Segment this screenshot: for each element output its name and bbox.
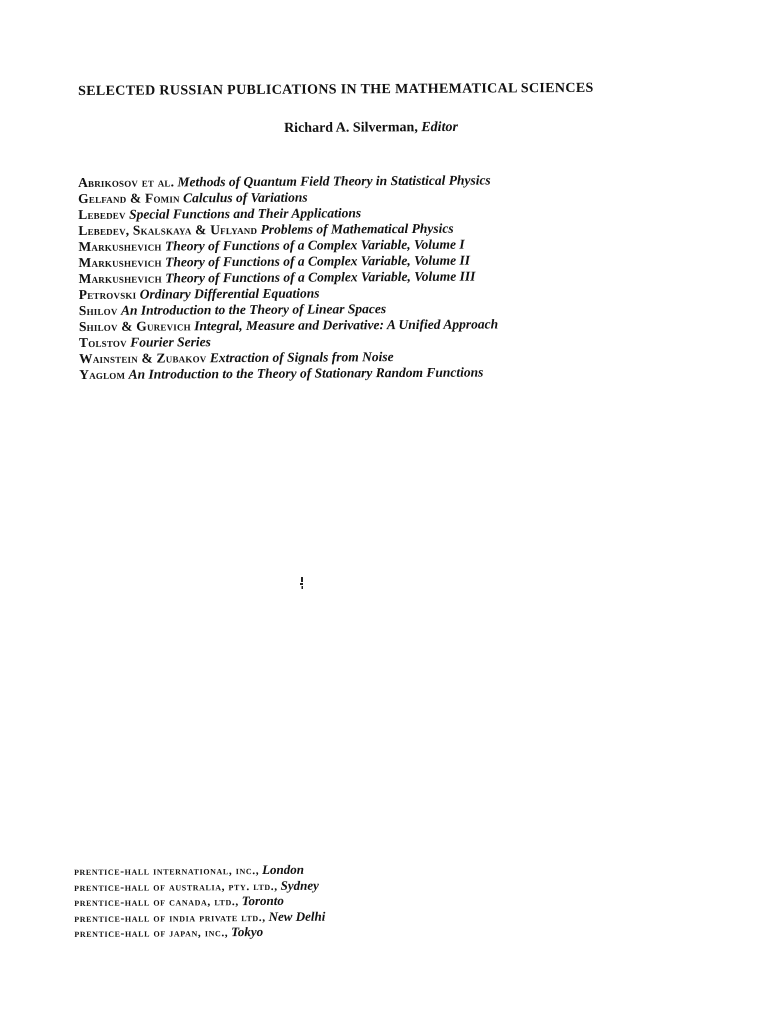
publisher-city: London (262, 861, 305, 878)
book-author: Gelfand & Fomin (78, 190, 180, 206)
book-title: Extraction of Signals from Noise (209, 349, 394, 366)
book-title: Problems of Mathematical Physics (260, 220, 454, 237)
book-author: Tolstov (78, 334, 127, 350)
book-author: Markushevich (78, 270, 162, 286)
book-title: An Introduction to the Theory of Linear Spaces (120, 301, 387, 318)
book-title: Special Functions and Their Applications (128, 205, 362, 222)
publisher-city: Toronto (241, 892, 284, 909)
ink-smudge-mark (300, 577, 304, 589)
book-entry (79, 363, 719, 383)
book-title: Methods of Quantum Field Theory in Statistical Physics (177, 172, 491, 190)
book-list (78, 171, 719, 383)
book-title: Theory of Functions of a Complex Variable, Volume II (165, 252, 471, 270)
book-author: Markushevich (78, 254, 162, 270)
publisher-city: Sydney (280, 877, 319, 893)
book-author: Abrikosov et al. (78, 174, 175, 190)
book-author: Shilov (78, 302, 118, 318)
book-author: Shilov & Gurevich (78, 318, 191, 334)
book-author: Wainstein & Zubakov (79, 350, 207, 366)
editor-credit (284, 120, 458, 137)
publisher-imprint-list (74, 861, 534, 941)
publisher-entry (74, 923, 534, 941)
book-author: Yaglom (79, 366, 126, 382)
publisher-name: prentice-hall of japan, inc., (74, 927, 229, 940)
book-title: Integral, Measure and Derivative: A Unified Approach (194, 316, 499, 334)
publisher-city: New Delhi (268, 908, 326, 924)
book-author: Markushevich (78, 238, 162, 254)
publisher-name: prentice-hall of canada, ltd., (74, 896, 239, 909)
page-title: SELECTED RUSSIAN PUBLICATIONS IN THE MATHEMATICAL SCIENCES (78, 80, 594, 99)
book-title: Theory of Functions of a Complex Variable, Volume I (164, 236, 465, 254)
book-author: Lebedev (78, 206, 126, 222)
publisher-city: Tokyo (231, 924, 264, 940)
editor-role: Editor (421, 119, 458, 136)
book-title: Theory of Functions of a Complex Variable, Volume III (165, 268, 476, 286)
publisher-name: prentice-hall international, inc., (74, 865, 260, 878)
editor-name: Richard A. Silverman, (284, 120, 418, 136)
book-author: Petrovski (78, 286, 137, 302)
book-author: Lebedev, Skalskaya & Uflyand (78, 221, 258, 238)
book-title: Calculus of Variations (183, 189, 308, 206)
publisher-name: prentice-hall of australia, pty. ltd., (74, 880, 278, 894)
book-title: Ordinary Differential Equations (139, 285, 320, 302)
book-title: Fourier Series (130, 334, 211, 350)
publisher-name: prentice-hall of india private ltd., (74, 911, 266, 925)
book-title: An Introduction to the Theory of Stationary Random Functions (128, 364, 484, 382)
